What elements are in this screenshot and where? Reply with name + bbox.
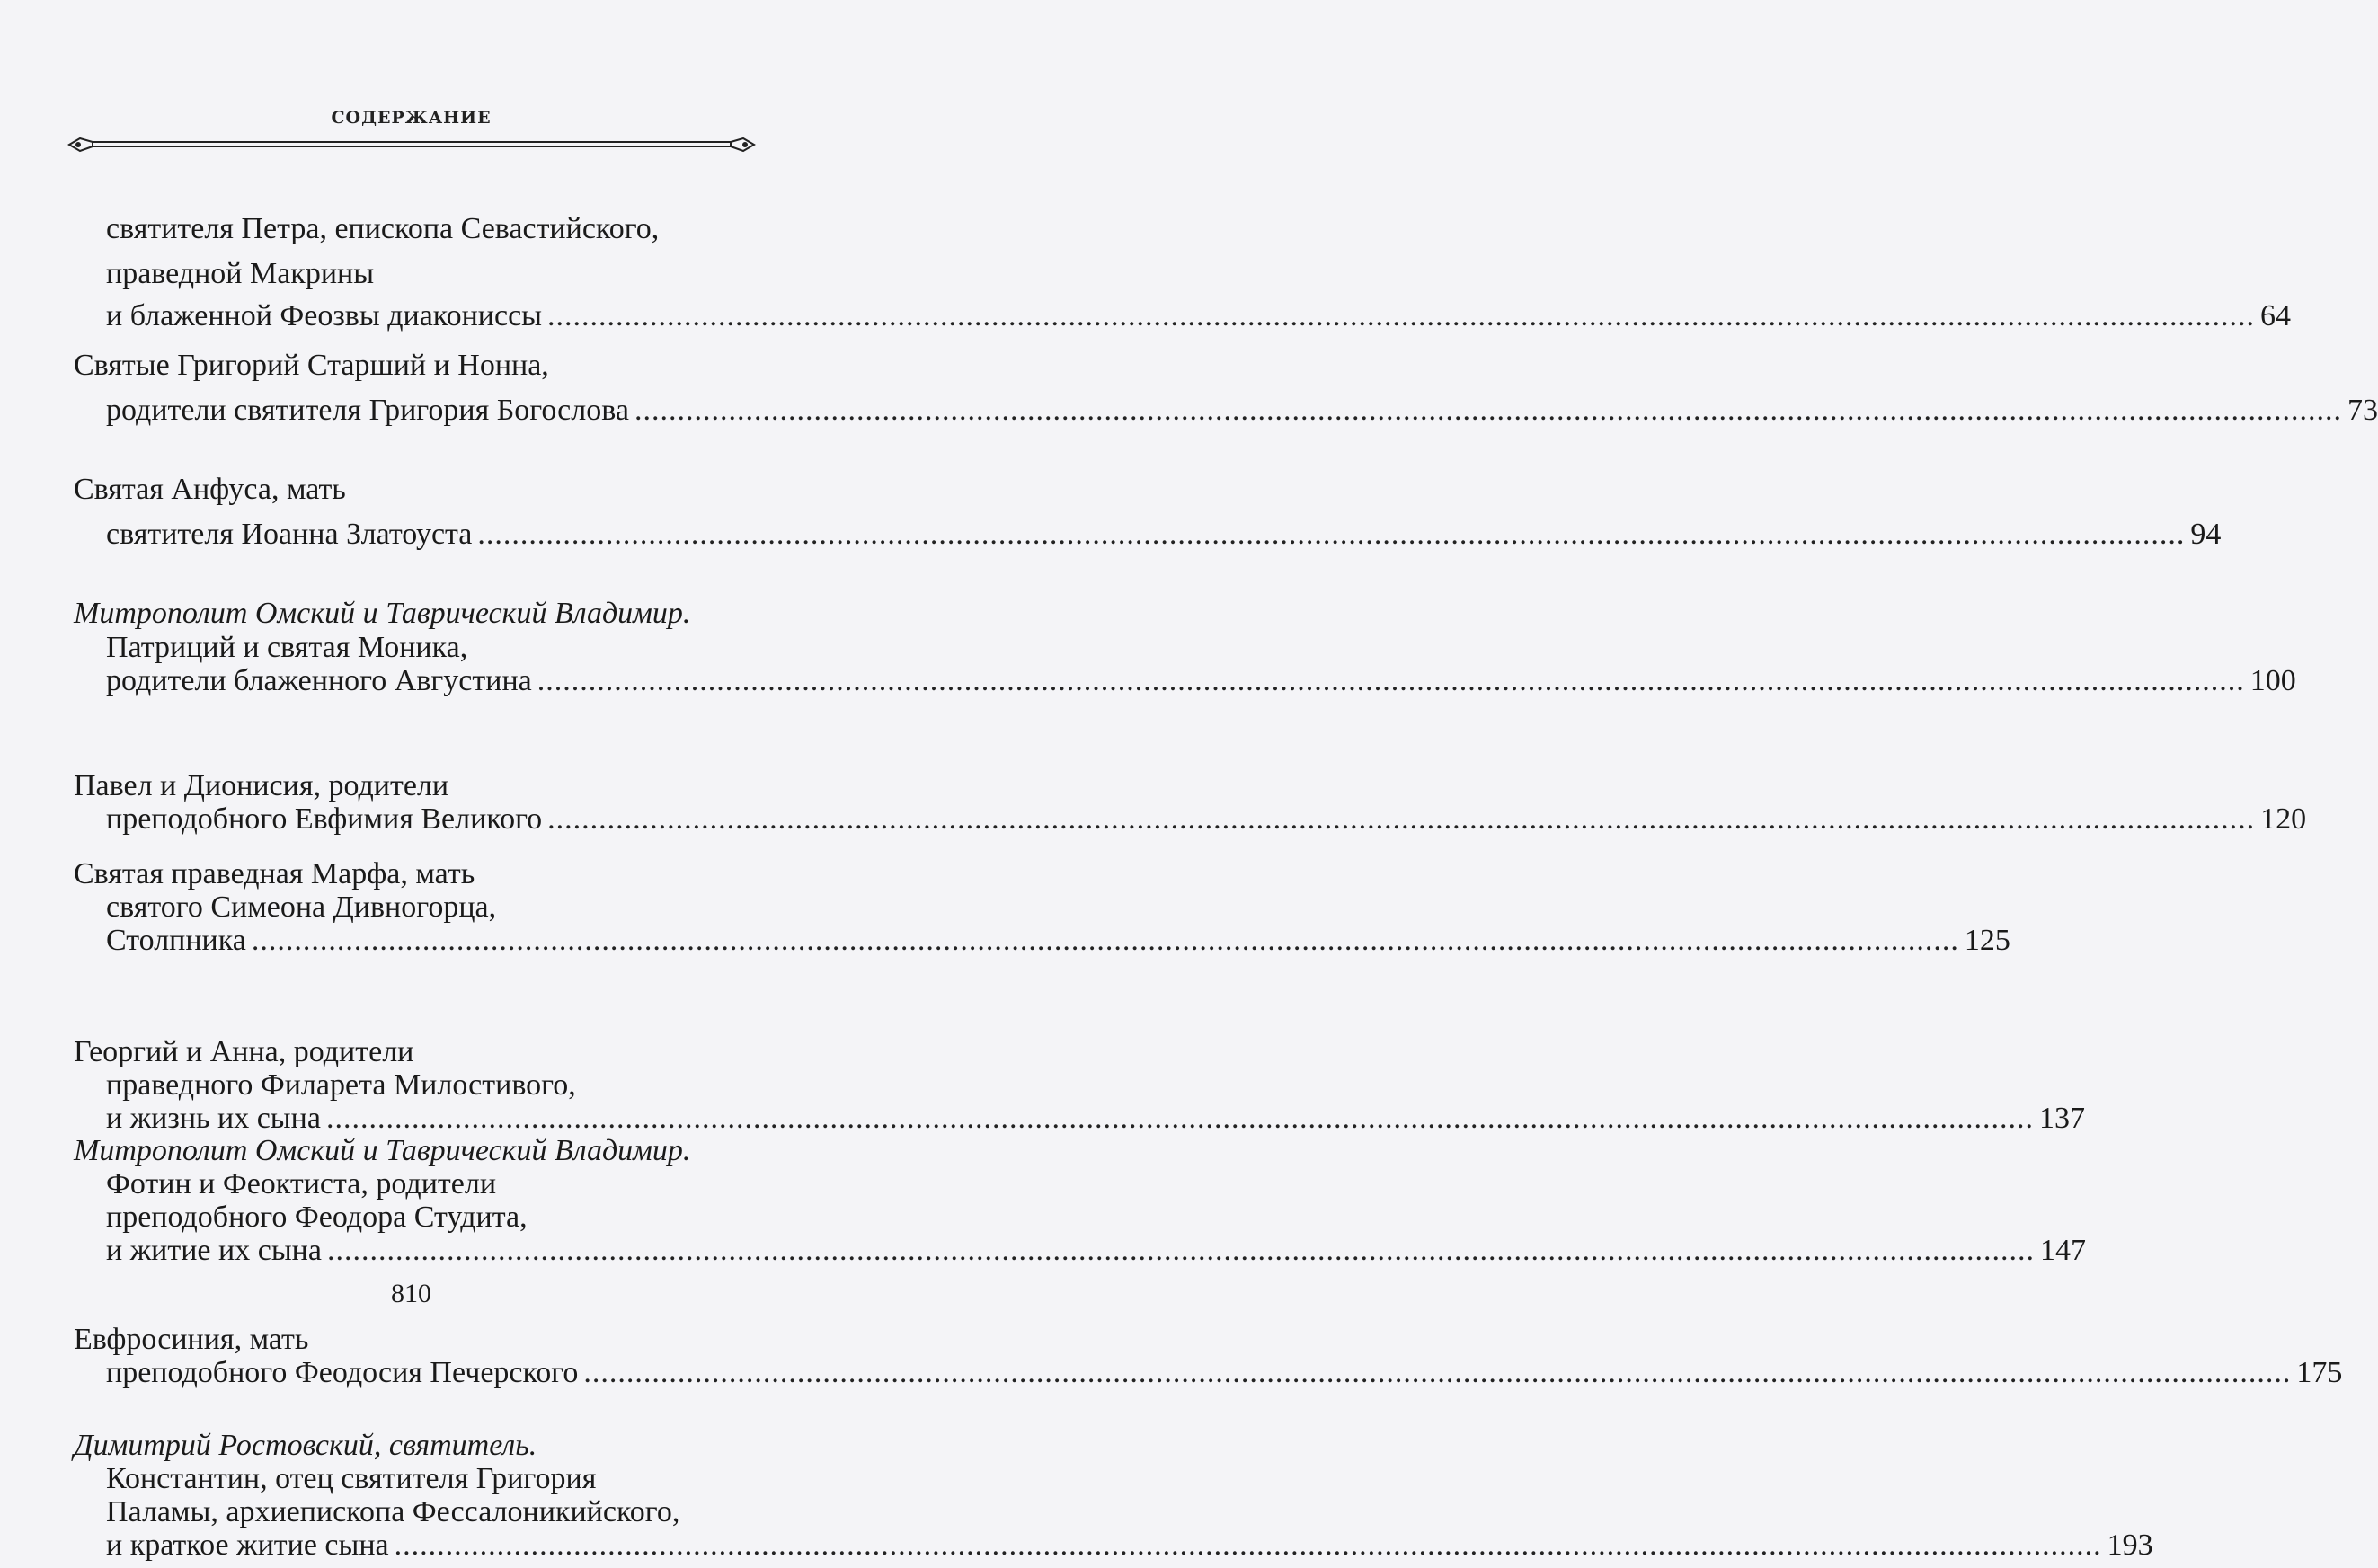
toc-entry-page: 125 [1964,924,2010,957]
ornament-rule [67,133,756,156]
toc-entry-page: 193 [2107,1528,2153,1562]
toc-entry-last-line [106,1523,2153,1568]
toc-entry-text: Евфросиния, мать [74,1323,309,1356]
toc-entry-last-line [106,512,2222,557]
toc-entry-text: Святая праведная Марфа, мать [74,857,475,890]
toc-entry-text: и жизнь их сына [106,1102,321,1135]
running-header: СОДЕРЖАНИЕ [331,108,492,128]
page-number: 810 [391,1279,431,1308]
toc-entry-page: 73 [2347,394,2378,427]
toc-entry-last-line [106,918,2010,963]
toc-entry-text: родители святителя Григория Богослова [106,394,629,427]
toc-entry-text: и краткое житие сына [106,1528,389,1562]
toc-entry-author: Димитрий Ростовский, святитель. [74,1429,537,1462]
toc-entry-author: Митрополит Омский и Таврический Владимир. [74,1134,691,1167]
toc-entry-page: 100 [2249,664,2296,697]
toc-entry-page: 137 [2038,1102,2085,1135]
dot-leader: ........................................................................................................................................................................................................ [634,394,2342,427]
toc-entry-text: Павел и Дионисия, родители [74,769,449,802]
toc-entry-text: преподобного Феодора Студита, [106,1200,528,1234]
toc-entry-last-line [106,1228,2086,1273]
toc-entry-text: и блаженной Феозвы диакониссы [106,299,542,332]
toc-entry-text: преподобного Феодосия Печерского [106,1356,579,1389]
toc-entry-text: Константин, отец святителя Григория [106,1462,597,1495]
toc-entry-last-line [106,797,2307,842]
toc-entry-text: и житие их сына [106,1234,322,1267]
toc-entry-page: 147 [2039,1234,2086,1267]
toc-entry-text: Фотин и Феоктиста, родители [106,1167,497,1200]
toc-entry-text: Святые Григорий Старший и Нонна, [74,349,549,382]
toc-entry-text: Столпника [106,924,246,957]
dot-leader: ........................................................................................................................................................................................................ [583,1356,2292,1389]
toc-entry-text: святителя Иоанна Златоуста [106,518,473,551]
dot-leader: ........................................................................................................................................................................................................ [251,924,1959,957]
dot-leader: ........................................................................................................................................................................................................ [477,518,2186,551]
toc-entry-last-line [106,1351,2343,1395]
toc-entry-text: святителя Петра, епископа Севастийского, [106,212,660,245]
toc-entry-text: святого Симеона Дивногорца, [106,890,497,924]
dot-leader: ........................................................................................................................................................................................................ [326,1234,2035,1267]
toc-entry-text: праведной Макрины [106,257,375,290]
toc-entry-last-line [106,294,2291,339]
toc-entry-text: праведного Филарета Милостивого, [106,1068,576,1102]
toc-entry-page: 175 [2296,1356,2343,1389]
toc-entry-page: 64 [2260,299,2291,332]
toc-entry-text: Святая Анфуса, мать [74,473,346,506]
toc-entry-author: Митрополит Омский и Таврический Владимир. [74,597,691,630]
dot-leader: ........................................................................................................................................................................................................ [394,1528,2102,1562]
dot-leader: ........................................................................................................................................................................................................ [547,299,2255,332]
toc-entry-text: родители блаженного Августина [106,664,532,697]
toc-entry-text: Георгий и Анна, родители [74,1035,414,1068]
dot-leader: ........................................................................................................................................................................................................ [547,802,2256,836]
dot-leader: ........................................................................................................................................................................................................ [537,664,2245,697]
toc-entry-text: Патриций и святая Моника, [106,631,468,664]
toc-entry-text: Паламы, архиепископа Фессалоникийского, [106,1495,680,1528]
toc-entry-last-line [106,388,2378,433]
dot-leader: ........................................................................................................................................................................................................ [325,1102,2034,1135]
toc-entry-page: 120 [2260,802,2307,836]
toc-entry-page: 94 [2190,518,2222,551]
toc-entry-text: преподобного Евфимия Великого [106,802,543,836]
toc-entry-last-line [106,659,2296,704]
